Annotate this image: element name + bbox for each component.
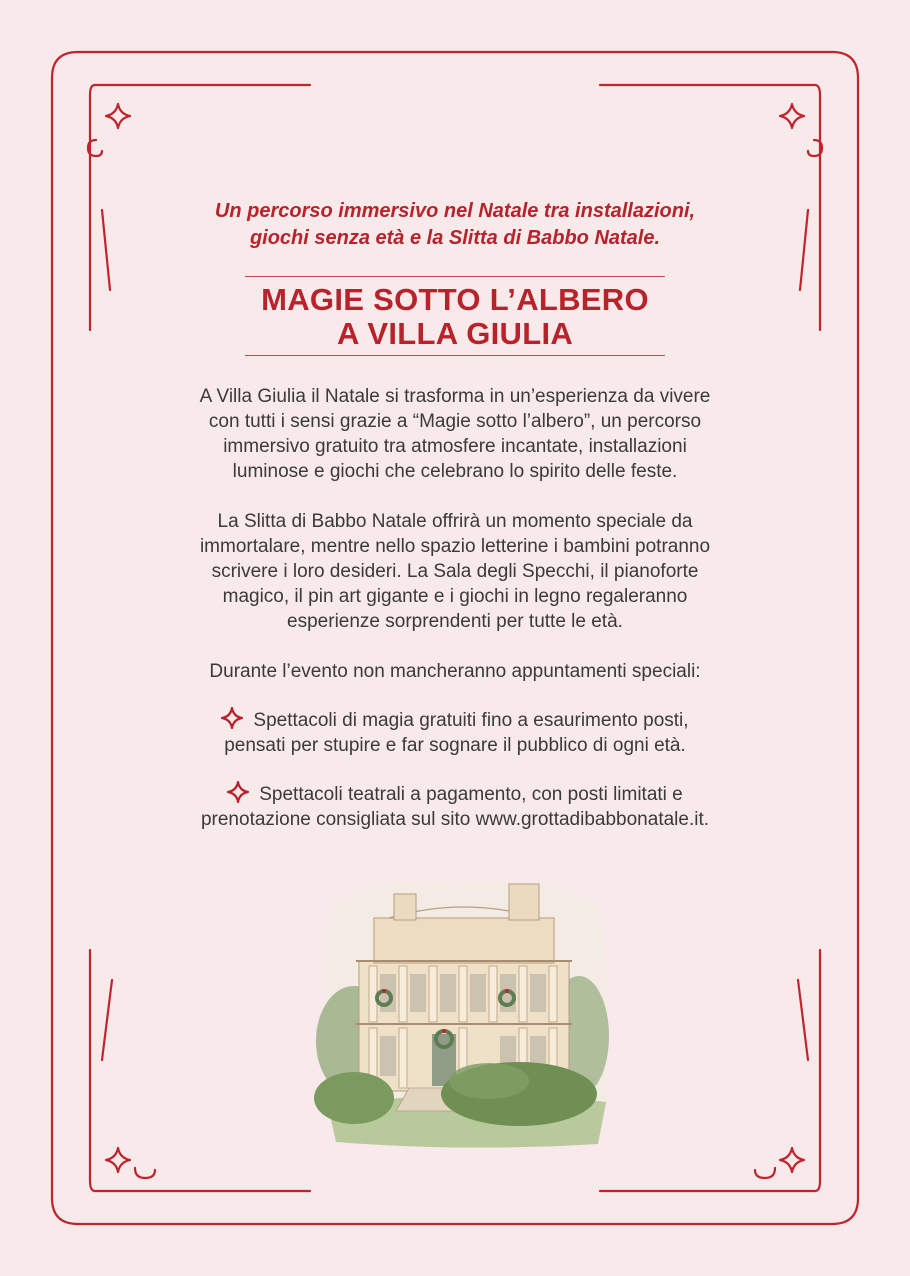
star-bottom-right-icon: [780, 1148, 804, 1172]
page-title: [245, 276, 665, 356]
bullet-magic-shows: [110, 707, 800, 758]
paragraph-appointments: Durante l’evento non mancheranno appuntamenti speciali:: [209, 661, 701, 682]
paragraph-line: immortalare, mentre nello spazio letterine i bambini potranno: [199, 536, 711, 557]
sparkle-icon: [221, 707, 243, 729]
paragraph-line: La Slitta di Babbo Natale offrirà un momento speciale da: [217, 511, 693, 532]
sparkle-icon: [227, 781, 249, 803]
bullet-theatre-shows: [110, 781, 800, 832]
paragraph-line: magico, il pin art gigante e i giochi in legno regaleranno: [222, 586, 688, 607]
subtitle: [110, 198, 800, 252]
star-top-right-icon: [780, 104, 804, 128]
bullet-line: prenotazione consigliata sul sito www.grottadibabbonatale.it.: [200, 809, 710, 830]
paragraph-line: luminose e giochi che celebrano lo spirito delle feste.: [232, 461, 678, 482]
title-line-2: A VILLA GIULIA: [336, 316, 574, 351]
paragraph-line: con tutti i sensi grazie a “Magie sotto l’albero”, un percorso: [208, 411, 702, 432]
villa-illustration: [314, 866, 614, 1148]
paragraph-line: A Villa Giulia il Natale si trasforma in un’esperienza da vivere: [199, 386, 711, 407]
bullet-line: Spettacoli teatrali a pagamento, con posti limitati e: [259, 784, 683, 805]
bullet-line: pensati per stupire e far sognare il pubblico di ogni età.: [224, 735, 686, 756]
paragraph-intro: [110, 384, 800, 484]
main-content: [110, 190, 800, 832]
paragraph-line: esperienze sorprendenti per tutte le età.: [287, 611, 623, 632]
title-line-1: MAGIE SOTTO L’ALBERO: [261, 282, 649, 317]
subtitle-line-1: Un percorso immersivo nel Natale tra installazioni,: [214, 200, 696, 222]
star-bottom-left-icon: [106, 1148, 130, 1172]
paragraph-activities: [110, 509, 800, 634]
bullet-line: Spettacoli di magia gratuiti fino a esaurimento posti,: [253, 710, 689, 731]
paragraph-line: scrivere i loro desideri. La Sala degli Specchi, il pianoforte: [211, 561, 699, 582]
subtitle-line-2: giochi senza età e la Slitta di Babbo Natale.: [249, 227, 661, 249]
paragraph-line: immersivo gratuito tra atmosfere incantate, installazioni: [223, 436, 687, 457]
star-top-left-icon: [106, 104, 130, 128]
